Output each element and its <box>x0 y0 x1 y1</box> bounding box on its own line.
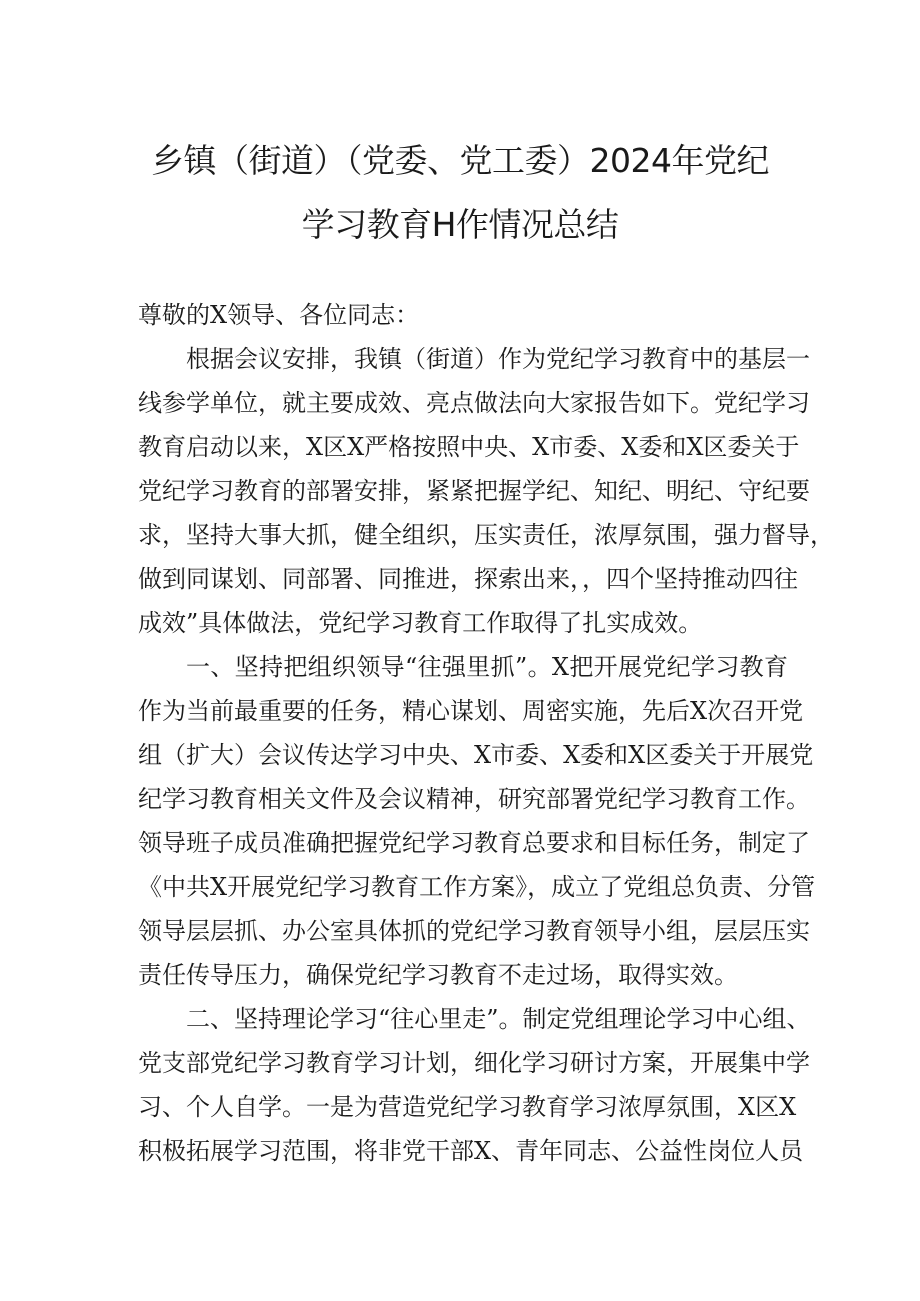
paragraph-line: 领导班子成员准确把握党纪学习教育总要求和目标任务，制定了 <box>138 829 810 857</box>
paragraph-line: 纪学习教育相关文件及会议精神，研究部署党纪学习教育工作。 <box>138 785 810 813</box>
paragraph-line: 教育启动以来，X区X严格按照中央、X市委、X委和X区委关于 <box>138 433 800 461</box>
paragraph-line: 组（扩大）会议传达学习中央、X市委、X委和X区委关于开展党 <box>138 741 814 769</box>
paragraph-line: 《中共X开展党纪学习教育工作方案》，成立了党组总负责、分管 <box>138 873 816 901</box>
paragraph-line: 作为当前最重要的任务，精心谋划、周密实施，先后X次召开党 <box>138 697 804 725</box>
paragraph-line: 党支部党纪学习教育学习计划，细化学习研讨方案，开展集中学 <box>138 1049 810 1077</box>
salutation: 尊敬的X领导、各位同志： <box>138 301 420 329</box>
document-title-line-2: 学习教育H作情况总结 <box>301 205 619 244</box>
paragraph-line: 根据会议安排，我镇（街道）作为党纪学习教育中的基层一 <box>186 345 810 373</box>
paragraph-line: 做到同谋划、同部署、同推进，探索出来，，四个坚持推动四往 <box>138 565 798 593</box>
paragraph-line: 一、坚持把组织领导“往强里抓”。X把开展党纪学习教育 <box>186 653 788 681</box>
paragraph-line: 领导层层抓、办公室具体抓的党纪学习教育领导小组，层层压实 <box>138 917 810 945</box>
paragraph-line: 党纪学习教育的部署安排，紧紧把握学纪、知纪、明纪、守纪要 <box>138 477 810 505</box>
paragraph-line: 责任传导压力，确保党纪学习教育不走过场，取得实效。 <box>138 961 738 989</box>
paragraph-line: 成效”具体做法，党纪学习教育工作取得了扎实成效。 <box>138 609 703 637</box>
paragraph-line: 积极拓展学习范围，将非党干部X、青年同志、公益性岗位人员 <box>138 1137 804 1165</box>
document-title-line-1: 乡镇（街道）（党委、党工委）2024年党纪 <box>151 141 769 180</box>
paragraph-line: 习、个人自学。一是为营造党纪学习教育学习浓厚氛围，X区X <box>138 1093 797 1121</box>
paragraph-line: 求，坚持大事大抓，健全组织，压实责任，浓厚氛围，强力督导， <box>138 521 834 549</box>
paragraph-line: 线参学单位，就主要成效、亮点做法向大家报告如下。党纪学习 <box>138 389 810 417</box>
document-body <box>138 0 834 1301</box>
paragraph-line: 二、坚持理论学习“往心里走”。制定党组理论学习中心组、 <box>186 1005 811 1033</box>
